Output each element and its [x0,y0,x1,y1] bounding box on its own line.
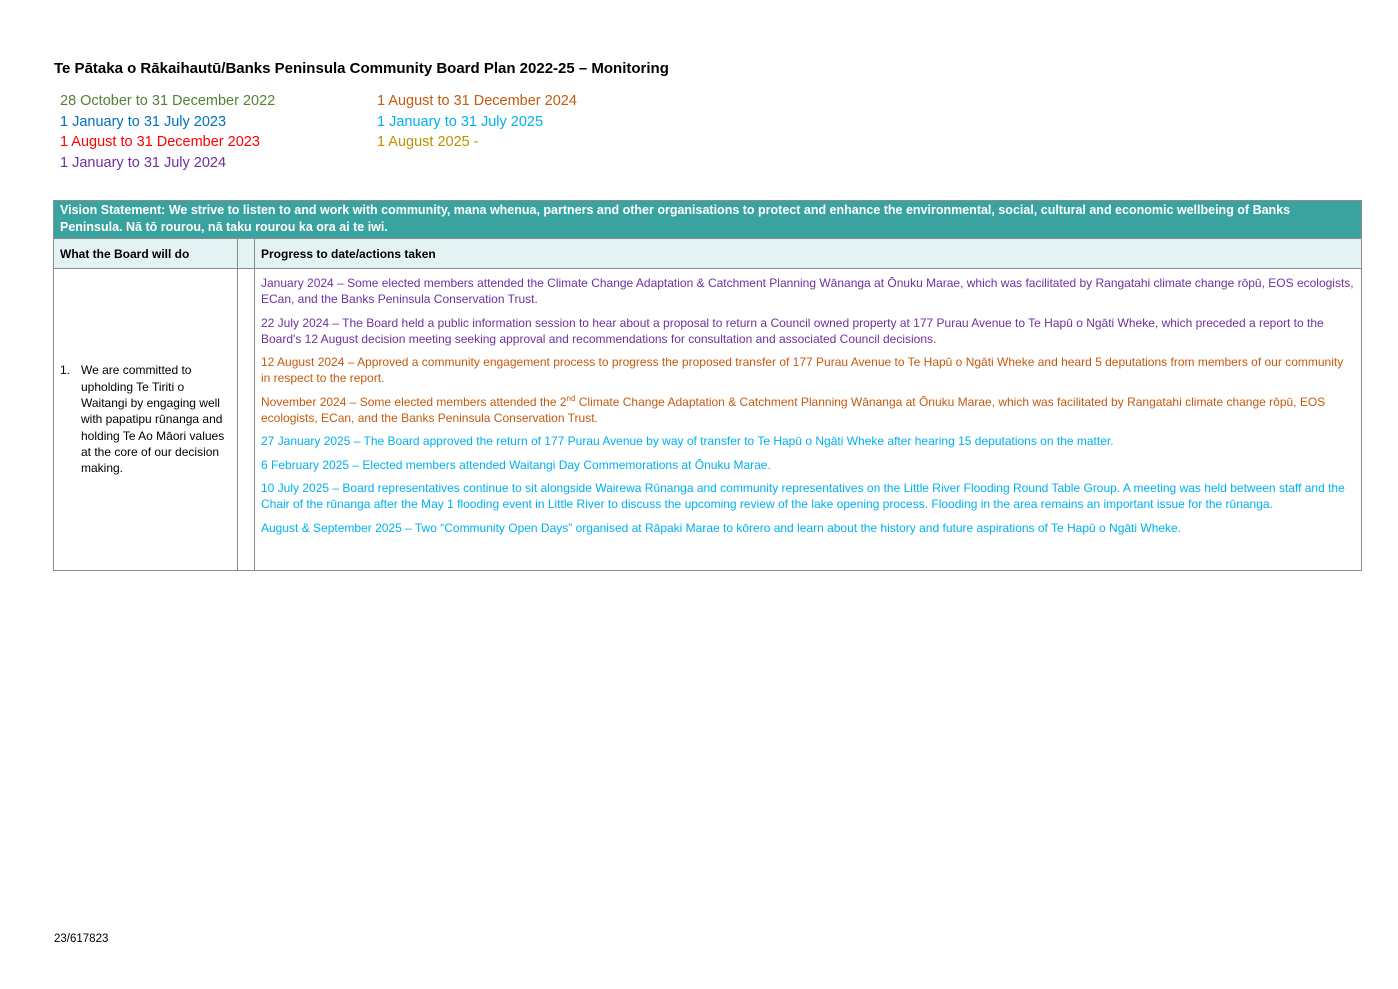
monitoring-table [53,200,1362,571]
entry-text-before: November 2024 – Some elected members attended the 2 [261,394,567,409]
progress-entry: 12 August 2024 – Approved a community engagement process to progress the proposed transfer of 177 Purau Avenue to Te Hapū o Ngāti Wheke and heard 5 deputations from members of our community in respect to the report. [261,355,1344,386]
document-reference: 23/617823 [54,933,109,945]
date-legend-left [60,91,275,174]
date-legend-right [377,91,577,153]
vision-statement: Vision Statement: We strive to listen to and work with community, mana whenua, partners and other organisations to protect and enhance the environmental, social, cultural and economic wellbeing of Banks Peninsula. Nā tō rourou, nā taku rourou ka ora ai te iwi. [54,201,1362,239]
legend-item: 1 January to 31 July 2023 [60,113,227,130]
progress-entry: August & September 2025 – Two “Community Open Days” organised at Rāpaki Marae to kōrero and learn about the history and future aspirations of Te Hapū o Ngāti Wheke. [261,520,1182,535]
progress-entry: 10 July 2025 – Board representatives continue to sit alongside Wairewa Rūnanga and community representatives on the Little River Flooding Round Table Group. A meeting was held between staff and the Chair of the rūnanga after the May 1 flooding event in Little River to discuss the upcoming review of the lake opening process. Flooding in the area remains an important issue for the rūnanga. [261,480,1345,512]
header-progress: Progress to date/actions taken [255,239,1362,269]
progress-entry: 22 July 2024 – The Board held a public information session to hear about a proposal to return a Council owned property at 177 Purau Avenue to Te Hapū o Ngāti Wheke, which preceded a report to the Board's 12 August decision meeting seeking approval and recommendations for consultation and associated Council decisions. [261,315,1324,346]
spacer-cell [238,269,255,571]
progress-entry: 27 January 2025 – The Board approved the return of 177 Purau Avenue by way of transfer to Te Hapū o Ngāti Wheke after hearing 15 deputations on the matter. [261,434,1114,449]
commitment-text: We are committed to upholding Te Tiriti o Waitangi by engaging well with papatipu rūnanga and holding Te Ao Māori values at the core of our decision making. [81,363,225,476]
legend-item: 28 October to 31 December 2022 [60,93,276,109]
commitment-number: 1. [60,363,71,378]
legend-item: 1 January to 31 July 2024 [60,155,227,172]
page-title: Te Pātaka o Rākaihautū/Banks Peninsula Community Board Plan 2022-25 – Monitoring [54,60,669,77]
legend-item: 1 January to 31 July 2025 [377,113,544,130]
progress-entry: January 2024 – Some elected members attended the Climate Change Adaptation & Catchment Planning Wānanga at Ōnuku Marae, which was facilitated by Rangatahi climate change rōpū, EOS ecologists, ECan, and the Banks Peninsula Conservation Trust. [261,276,1354,307]
progress-entry: 6 February 2025 – Elected members attended Waitangi Day Commemorations at Ōnuku Marae. [261,457,771,472]
legend-item: 1 August to 31 December 2023 [60,134,260,151]
progress-entry [261,394,1355,427]
entry-text-after: Climate Change Adaptation & Catchment Planning Wānanga at Ōnuku Marae, which was facilitated by Rangatahi climate change rōpū, EOS ecologists, ECan, and the Banks Peninsula Conservation Trust. [261,394,1326,426]
progress-cell [255,269,1362,571]
header-spacer [238,239,255,269]
legend-item: 1 August to 31 December 2024 [377,93,577,109]
legend-item: 1 August 2025 - [377,134,479,151]
ordinal-suffix: nd [566,393,576,403]
header-what-board-will-do: What the Board will do [54,239,238,269]
commitment-cell [54,269,238,571]
